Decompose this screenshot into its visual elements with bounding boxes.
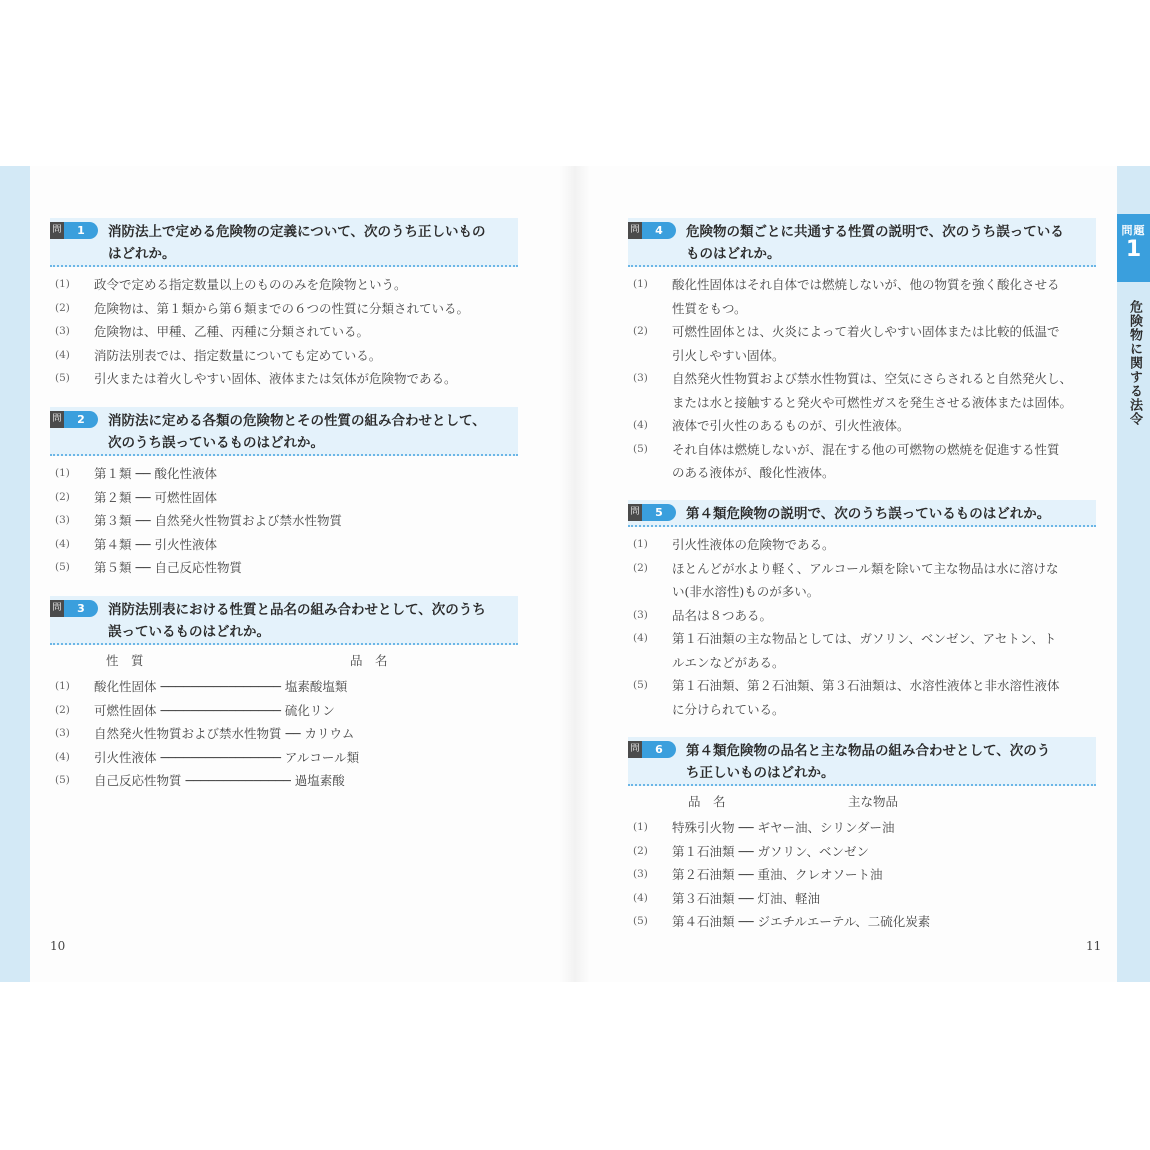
right-page-edge-strip bbox=[1117, 166, 1150, 982]
option-number: (2) bbox=[633, 844, 648, 857]
column-headers bbox=[628, 792, 1096, 816]
option-number: (1) bbox=[633, 538, 648, 550]
question-text: 危険物の類ごとに共通する性質の説明で、次のうち誤っている ものはどれか。 bbox=[686, 224, 1064, 262]
option-text: 第５類 ── 自己反応性物質 bbox=[94, 560, 242, 575]
option-number: (5) bbox=[55, 561, 70, 573]
option bbox=[50, 344, 518, 368]
option bbox=[50, 556, 518, 580]
option-number: (4) bbox=[55, 750, 70, 763]
option-number: (5) bbox=[633, 915, 648, 927]
chapter-label: 問題 bbox=[1121, 224, 1146, 237]
option-text: 第１石油類の主な物品としては、ガソリン、ベンゼン、アセトン、ト bbox=[672, 631, 1057, 646]
option-number: (4) bbox=[633, 891, 648, 904]
option-text: 液体で引火性のあるものが、引火性液体。 bbox=[672, 418, 910, 433]
column-header-left: 品 名 bbox=[688, 794, 726, 809]
option bbox=[628, 557, 1096, 581]
option-number: (2) bbox=[55, 703, 70, 716]
option bbox=[50, 320, 518, 344]
question-badge bbox=[628, 741, 672, 758]
options-list bbox=[50, 675, 518, 793]
option bbox=[50, 273, 518, 297]
question-2 bbox=[50, 407, 518, 580]
option-number: (1) bbox=[55, 467, 70, 479]
book-gutter bbox=[560, 166, 590, 982]
option-continuation bbox=[628, 297, 1096, 321]
option-text: 第４石油類 ── ジエチルエーテル、二硫化炭素 bbox=[672, 914, 931, 929]
options-list bbox=[628, 273, 1096, 485]
option-number: (5) bbox=[55, 774, 70, 786]
option-text: 引火しやすい固体。 bbox=[672, 347, 785, 363]
badge-number: 4 bbox=[642, 222, 676, 239]
option bbox=[50, 509, 518, 533]
option-text: 第１石油類 ── ガソリン、ベンゼン bbox=[672, 843, 869, 859]
option-text: 第１石油類、第２石油類、第３石油類は、水溶性液体と非水溶性液体 bbox=[672, 678, 1060, 693]
option-text: 品名は８つある。 bbox=[672, 607, 773, 623]
question-header bbox=[628, 218, 1096, 267]
option-number: (5) bbox=[633, 442, 648, 455]
question-badge bbox=[628, 504, 672, 521]
column-header-right: 主な物品 bbox=[848, 794, 899, 809]
option-text: 酸化性固体はそれ自体では燃焼しないが、他の物質を強く酸化させる bbox=[672, 277, 1060, 292]
option-continuation bbox=[628, 580, 1096, 604]
option-continuation bbox=[628, 391, 1096, 415]
question-header bbox=[628, 500, 1096, 527]
option bbox=[628, 840, 1096, 864]
option-text: 引火または着火しやすい固体、液体または気体が危険物である。 bbox=[94, 371, 457, 386]
option-continuation bbox=[628, 344, 1096, 368]
option bbox=[50, 769, 518, 793]
option bbox=[50, 699, 518, 723]
option-text: 自己反応性物質 ────────────── 過塩素酸 bbox=[94, 773, 345, 788]
option-text: 第３類 ── 自然発火性物質および禁水性物質 bbox=[94, 513, 342, 528]
option-text: 第２石油類 ── 重油、クレオソート油 bbox=[672, 867, 883, 882]
option-number: (3) bbox=[633, 372, 648, 384]
question-header bbox=[50, 407, 518, 456]
question-text: 消防法別表における性質と品名の組み合わせとして、次のうち 誤っているものはどれか。 bbox=[108, 602, 486, 640]
column-headers bbox=[50, 651, 518, 675]
option-number: (4) bbox=[633, 419, 648, 431]
chapter-tab bbox=[1117, 214, 1150, 282]
option bbox=[628, 887, 1096, 911]
column-header-left: 性 質 bbox=[106, 653, 144, 668]
option-text: 可燃性固体とは、火炎によって着火しやすい固体または比較的低温で bbox=[672, 324, 1060, 339]
option-number: (3) bbox=[55, 727, 70, 739]
option-text: 危険物は、第１類から第６類までの６つの性質に分類されている。 bbox=[94, 300, 470, 316]
option-number: (1) bbox=[633, 278, 648, 290]
option-text: 危険物は、甲種、乙種、丙種に分類されている。 bbox=[94, 324, 370, 339]
option-number: (2) bbox=[55, 301, 70, 314]
option-number: (4) bbox=[55, 348, 70, 361]
column-header-right: 品 名 bbox=[350, 653, 388, 668]
option bbox=[628, 674, 1096, 698]
chapter-title: 危険物に関する法令 bbox=[1127, 300, 1142, 426]
option bbox=[50, 675, 518, 699]
option-number: (3) bbox=[633, 608, 648, 621]
option-number: (1) bbox=[633, 821, 648, 833]
question-badge bbox=[628, 222, 672, 239]
option-text: のある液体が、酸化性液体。 bbox=[672, 465, 835, 480]
options-list bbox=[50, 273, 518, 391]
option-number: (3) bbox=[633, 868, 648, 880]
option bbox=[50, 297, 518, 321]
badge-number: 6 bbox=[642, 741, 676, 758]
option bbox=[628, 604, 1096, 628]
options-list bbox=[628, 816, 1096, 934]
question-header bbox=[50, 596, 518, 645]
option-text: 自然発火性物質および禁水性物質 ── カリウム bbox=[94, 726, 355, 741]
option-text: ルエンなどがある。 bbox=[672, 654, 785, 670]
badge-number: 2 bbox=[64, 411, 98, 428]
option-number: (4) bbox=[633, 632, 648, 644]
question-badge bbox=[50, 222, 94, 239]
option-continuation bbox=[628, 698, 1096, 722]
options-list bbox=[50, 462, 518, 580]
option bbox=[628, 533, 1096, 557]
badge-label: 問 bbox=[50, 411, 64, 428]
question-text: 消防法上で定める危険物の定義について、次のうち正しいもの はどれか。 bbox=[108, 224, 486, 262]
page-number-left: 10 bbox=[50, 939, 66, 953]
option-text: 特殊引火物 ── ギヤー油、シリンダー油 bbox=[672, 820, 895, 835]
option-number: (1) bbox=[55, 680, 70, 692]
option bbox=[50, 533, 518, 557]
option-number: (1) bbox=[55, 278, 70, 290]
option bbox=[50, 486, 518, 510]
option-text: ほとんどが水より軽く、アルコール類を除いて主な物品は水に溶けな bbox=[672, 560, 1059, 576]
option-number: (2) bbox=[55, 490, 70, 503]
option bbox=[628, 273, 1096, 297]
option-text: 第２類 ── 可燃性固体 bbox=[94, 489, 217, 505]
question-1 bbox=[50, 218, 518, 391]
badge-label: 問 bbox=[50, 222, 64, 239]
badge-label: 問 bbox=[628, 504, 642, 521]
left-page-edge-strip bbox=[0, 166, 30, 982]
badge-number: 1 bbox=[64, 222, 98, 239]
option bbox=[50, 746, 518, 770]
badge-number: 3 bbox=[64, 600, 98, 617]
option-text: い(非水溶性)ものが多い。 bbox=[672, 584, 820, 599]
option bbox=[628, 438, 1096, 462]
chapter-number: 1 bbox=[1125, 237, 1142, 262]
page-number-right: 11 bbox=[1086, 939, 1102, 953]
option-text: それ自体は燃焼しないが、混在する他の可燃物の燃焼を促進する性質 bbox=[672, 441, 1060, 457]
option bbox=[628, 863, 1096, 887]
option-text: 自然発火性物質および禁水性物質は、空気にさらされると自然発火し、 bbox=[672, 371, 1073, 386]
option-text: または水と接触すると発火や可燃性ガスを発生させる液体または固体。 bbox=[672, 394, 1073, 410]
badge-number: 5 bbox=[642, 504, 676, 521]
option-text: 消防法別表では、指定数量についても定めている。 bbox=[94, 347, 382, 363]
option-text: 引火性液体 ──────────────── アルコール類 bbox=[94, 749, 360, 765]
question-5 bbox=[628, 500, 1096, 721]
options-list bbox=[628, 533, 1096, 721]
option bbox=[628, 367, 1096, 391]
question-3 bbox=[50, 596, 518, 793]
question-header bbox=[628, 737, 1096, 786]
book-spread bbox=[0, 166, 1150, 982]
option-number: (3) bbox=[55, 325, 70, 337]
question-text: 消防法に定める各類の危険物とその性質の組み合わせとして、 次のうち誤っているものはどれか。 bbox=[108, 413, 486, 451]
option bbox=[628, 414, 1096, 438]
question-text: 第４類危険物の説明で、次のうち誤っているものはどれか。 bbox=[686, 506, 1051, 522]
question-badge bbox=[50, 411, 94, 428]
question-header bbox=[50, 218, 518, 267]
option-continuation bbox=[628, 461, 1096, 485]
question-text: 第４類危険物の品名と主な物品の組み合わせとして、次のう ち正しいものはどれか。 bbox=[686, 743, 1051, 781]
option-number: (4) bbox=[55, 537, 70, 550]
option bbox=[50, 722, 518, 746]
option-text: に分けられている。 bbox=[672, 701, 785, 717]
badge-label: 問 bbox=[628, 222, 642, 239]
option-text: 引火性液体の危険物である。 bbox=[672, 537, 835, 552]
option-text: 政令で定める指定数量以上のもののみを危険物という。 bbox=[94, 277, 407, 292]
option bbox=[628, 320, 1096, 344]
option-text: 酸化性固体 ──────────────── 塩素酸塩類 bbox=[94, 679, 348, 694]
question-4 bbox=[628, 218, 1096, 485]
option-number: (5) bbox=[633, 679, 648, 691]
option-text: 性質をもつ。 bbox=[672, 300, 747, 316]
option-text: 第３石油類 ── 灯油、軽油 bbox=[672, 890, 820, 906]
option-text: 第４類 ── 引火性液体 bbox=[94, 536, 217, 552]
option bbox=[50, 462, 518, 486]
badge-label: 問 bbox=[50, 600, 64, 617]
option bbox=[50, 367, 518, 391]
option-number: (2) bbox=[633, 325, 648, 337]
option-number: (3) bbox=[55, 514, 70, 526]
option-number: (5) bbox=[55, 372, 70, 384]
option-text: 第１類 ── 酸化性液体 bbox=[94, 466, 217, 481]
question-badge bbox=[50, 600, 94, 617]
option bbox=[628, 910, 1096, 934]
badge-label: 問 bbox=[628, 741, 642, 758]
option bbox=[628, 816, 1096, 840]
option-number: (2) bbox=[633, 561, 648, 574]
option bbox=[628, 627, 1096, 651]
option-text: 可燃性固体 ──────────────── 硫化リン bbox=[94, 702, 335, 718]
option-continuation bbox=[628, 651, 1096, 675]
question-6 bbox=[628, 737, 1096, 934]
